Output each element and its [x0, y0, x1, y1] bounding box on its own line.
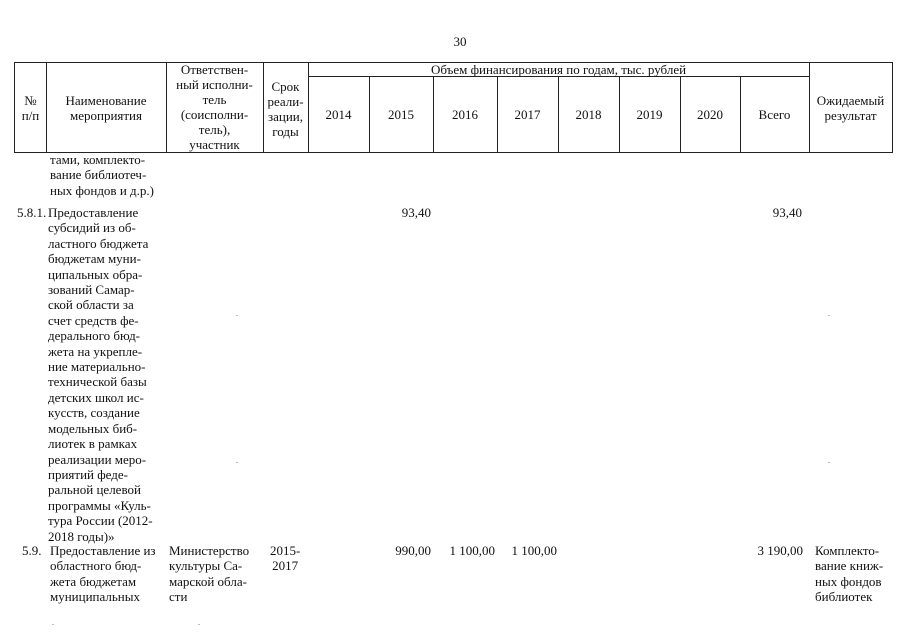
row-value-2015: 990,00	[395, 543, 431, 558]
header-col-result: Ожидаемый результат	[816, 93, 885, 123]
row-responsible: Министерство культуры Са- марской обла- сти	[169, 543, 250, 605]
scan-speck	[52, 624, 54, 625]
scan-speck	[236, 315, 238, 316]
row-number: 5.9.	[22, 543, 42, 558]
row-number: 5.8.1.	[17, 205, 47, 220]
header-year-2017: 2017	[514, 107, 541, 122]
header-col-num: № п/п	[21, 93, 40, 123]
page-number: 30	[453, 34, 467, 49]
header-col-funding-group: Объем финансирования по годам, тыс. рублей	[430, 62, 687, 77]
row-result: Комплекто- вание книж- ных фондов библиотек	[815, 543, 884, 605]
scan-speck	[236, 462, 238, 463]
header-year-2020: 2020	[697, 107, 723, 122]
row-value-2017: 1 100,00	[511, 543, 557, 558]
row-name: тами, комплекто- вание библиотеч- ных фондов и д.р.)	[50, 152, 154, 198]
row-name: Предоставление субсидий из об- ластного бюджета бюджетам муни- ципальных обра- зований Самар- ской области за счет средств фе- дерального бюд- жета на укрепле- ние материально- технической базы детских школ ис- кусств, создание модельных биб- лиотек в рамках реализации меро- приятий федe- ральной целевой программы «Куль- тура России (2012- 2018 годы)»	[48, 205, 153, 544]
row-value-total: 3 190,00	[757, 543, 803, 558]
header-col-name: Наименование мероприятия	[65, 93, 147, 123]
scan-speck	[828, 462, 830, 463]
row-value-2016: 1 100,00	[449, 543, 495, 558]
header-year-2018: 2018	[575, 107, 602, 122]
header-year-2015: 2015	[388, 107, 414, 122]
header-year-2014: 2014	[325, 107, 352, 122]
row-name: Предоставление из областного бюд- жета бюджетам муниципальных	[50, 543, 156, 605]
row-value-2015: 93,40	[401, 205, 431, 220]
header-col-responsible: Ответствен- ный исполни- тель (соисполни- тель), участник	[176, 62, 253, 152]
scan-speck	[198, 624, 200, 625]
row-period: 2015- 2017	[270, 543, 301, 574]
row-value-total: 93,40	[772, 205, 802, 220]
scan-speck	[828, 315, 830, 316]
header-year-2019: 2019	[636, 107, 663, 122]
header-year-2016: 2016	[452, 107, 478, 122]
header-col-period: Срок реали- зации, годы	[267, 79, 304, 139]
header-col-total: Всего	[758, 107, 791, 122]
